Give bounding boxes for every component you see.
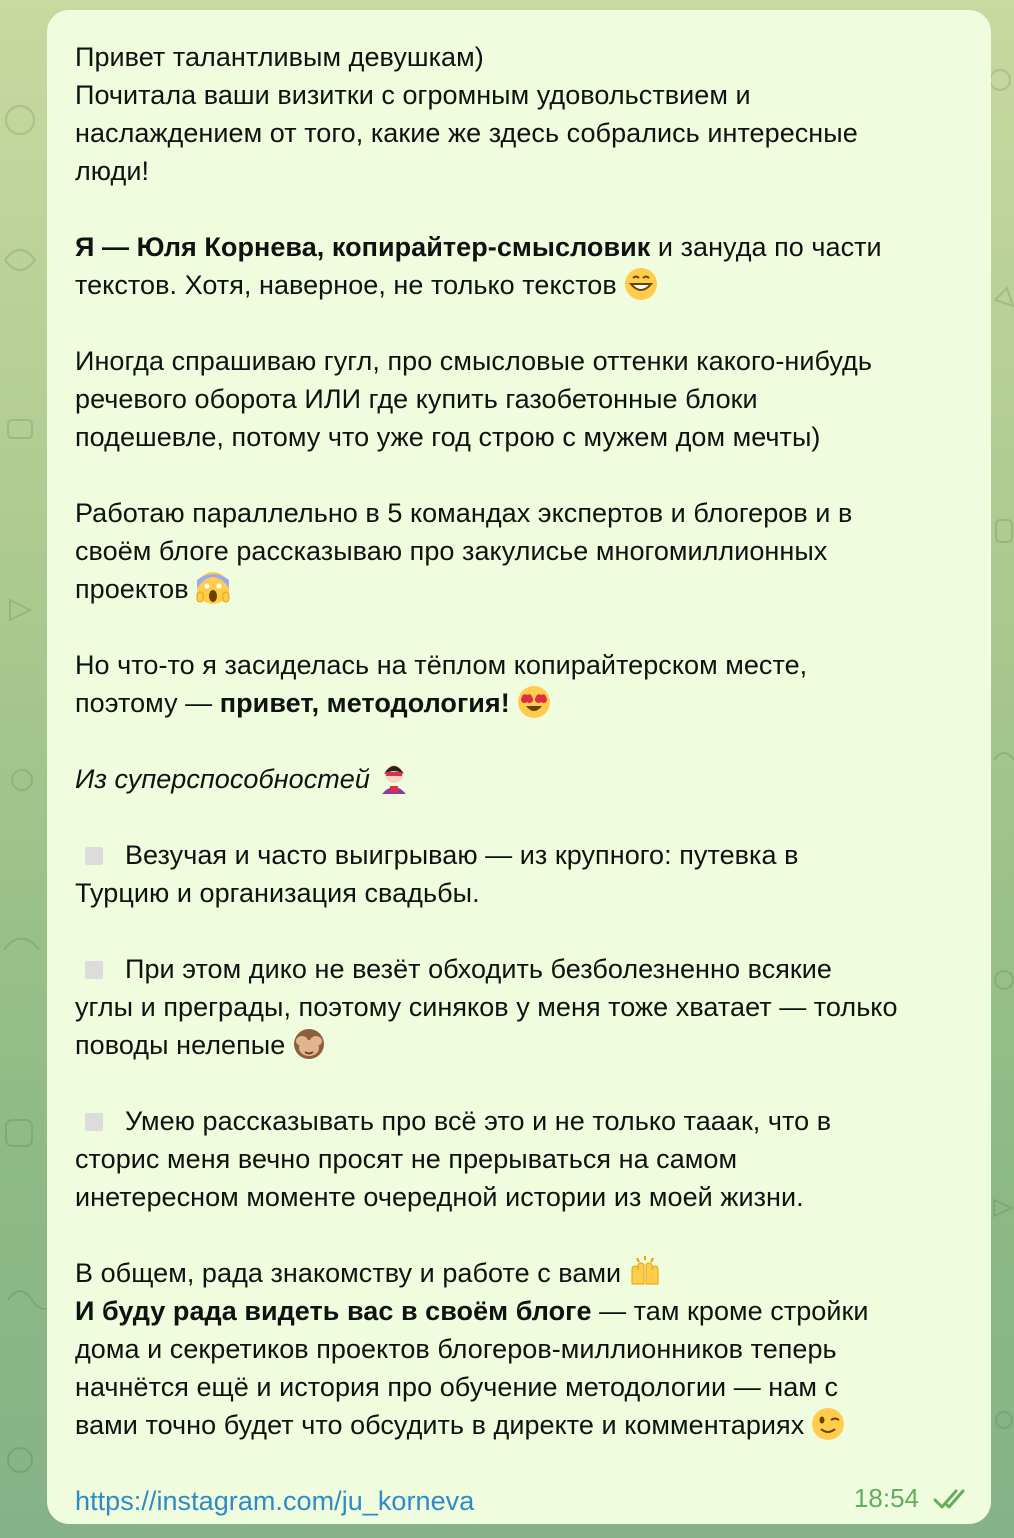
white-square-bullet-icon [85, 1113, 103, 1131]
superpowers-text: Из суперспособностей [75, 764, 370, 794]
grinning-face-icon [623, 266, 659, 302]
face-screaming-icon [195, 570, 231, 606]
methodology-line [75, 684, 961, 722]
message-line: Но что-то я засиделась на тёплом копирайтерском месте, [75, 650, 808, 680]
bruises-text: поводы нелепые [75, 1030, 286, 1060]
message-line: люди! [75, 156, 149, 186]
superpowers-heading [75, 760, 961, 798]
message-line: дома и секретиков проектов блогеров-миллионников теперь [75, 1334, 837, 1364]
message-time: 18:54 [853, 1483, 919, 1513]
message-line: Привет талантливым девушкам) [75, 42, 484, 72]
white-square-bullet-icon [85, 847, 103, 865]
bullet-item [75, 950, 961, 988]
message-bubble[interactable] [47, 10, 991, 1524]
message-meta [854, 1483, 975, 1514]
message-line: Почитала ваши визитки с огромным удовольствием и [75, 80, 751, 110]
message-line: подешевле, потому что уже год строю с мужем дом мечты) [75, 422, 821, 452]
methodology-start: поэтому — [75, 688, 220, 718]
message-line: сторис меня вечно просят не прерываться на самом [75, 1144, 738, 1174]
see-no-evil-monkey-icon [291, 1026, 327, 1062]
intro-text: текстов. Хотя, наверное, не только текстов [75, 270, 617, 300]
projects-text: проектов [75, 574, 189, 604]
message-line: Турцию и организация свадьбы. [75, 878, 480, 908]
message-line [75, 1026, 961, 1064]
raised-hands-icon [627, 1254, 663, 1290]
greeting-text: В общем, рада знакомству и работе с вами [75, 1258, 622, 1288]
white-square-bullet-icon [85, 961, 103, 979]
bullet-text: Умею рассказывать про всё это и не только тааак, что в [125, 1106, 832, 1136]
message-line: наслаждением от того, какие же здесь собрались интересные [75, 118, 858, 148]
message-line [75, 1254, 961, 1292]
message-line: речевого оборота ИЛИ где купить газобетонные блоки [75, 384, 758, 414]
closing-text: вами точно будет что обсудить в директе и комментариях [75, 1410, 805, 1440]
intro-rest: и зануда по части [650, 232, 882, 262]
message-line: Работаю параллельно в 5 командах экспертов и блогеров и в [75, 498, 853, 528]
message-line [75, 1406, 961, 1444]
blog-invite-line [75, 1292, 961, 1330]
instagram-link[interactable]: https://instagram.com/ju_korneva [75, 1486, 475, 1516]
message-line [75, 570, 961, 608]
heart-eyes-icon [516, 684, 552, 720]
message-line: своём блоге рассказываю про закулисье многомиллионных [75, 536, 828, 566]
message-text [75, 38, 961, 1520]
blog-invite-rest: — там кроме стройки [591, 1296, 869, 1326]
methodology-bold: привет, методология! [219, 688, 510, 718]
intro-line-2 [75, 266, 961, 304]
bullet-item [75, 1102, 961, 1140]
message-line: инетересном моменте очередной истории из моей жизни. [75, 1182, 804, 1212]
message-line: углы и преграды, поэтому синяков у меня тоже хватает — только [75, 992, 898, 1022]
winking-face-icon [810, 1406, 846, 1442]
message-line: начнётся ещё и история про обучение методологии — нам с [75, 1372, 839, 1402]
bullet-text: Везучая и часто выигрываю — из крупного: путевка в [125, 840, 799, 870]
intro-bold: Я — Юля Корнева, копирайтер-смысловик [75, 232, 651, 262]
double-check-icon [933, 1487, 975, 1511]
blog-invite-bold: И буду рада видеть вас в своём блоге [75, 1296, 592, 1326]
message-line: Иногда спрашиваю гугл, про смысловые оттенки какого-нибудь [75, 346, 872, 376]
bullet-item [75, 836, 961, 874]
intro-line [75, 228, 961, 266]
bullet-text: При этом дико не везёт обходить безболезненно всякие [125, 954, 832, 984]
superhero-woman-icon [376, 760, 412, 796]
